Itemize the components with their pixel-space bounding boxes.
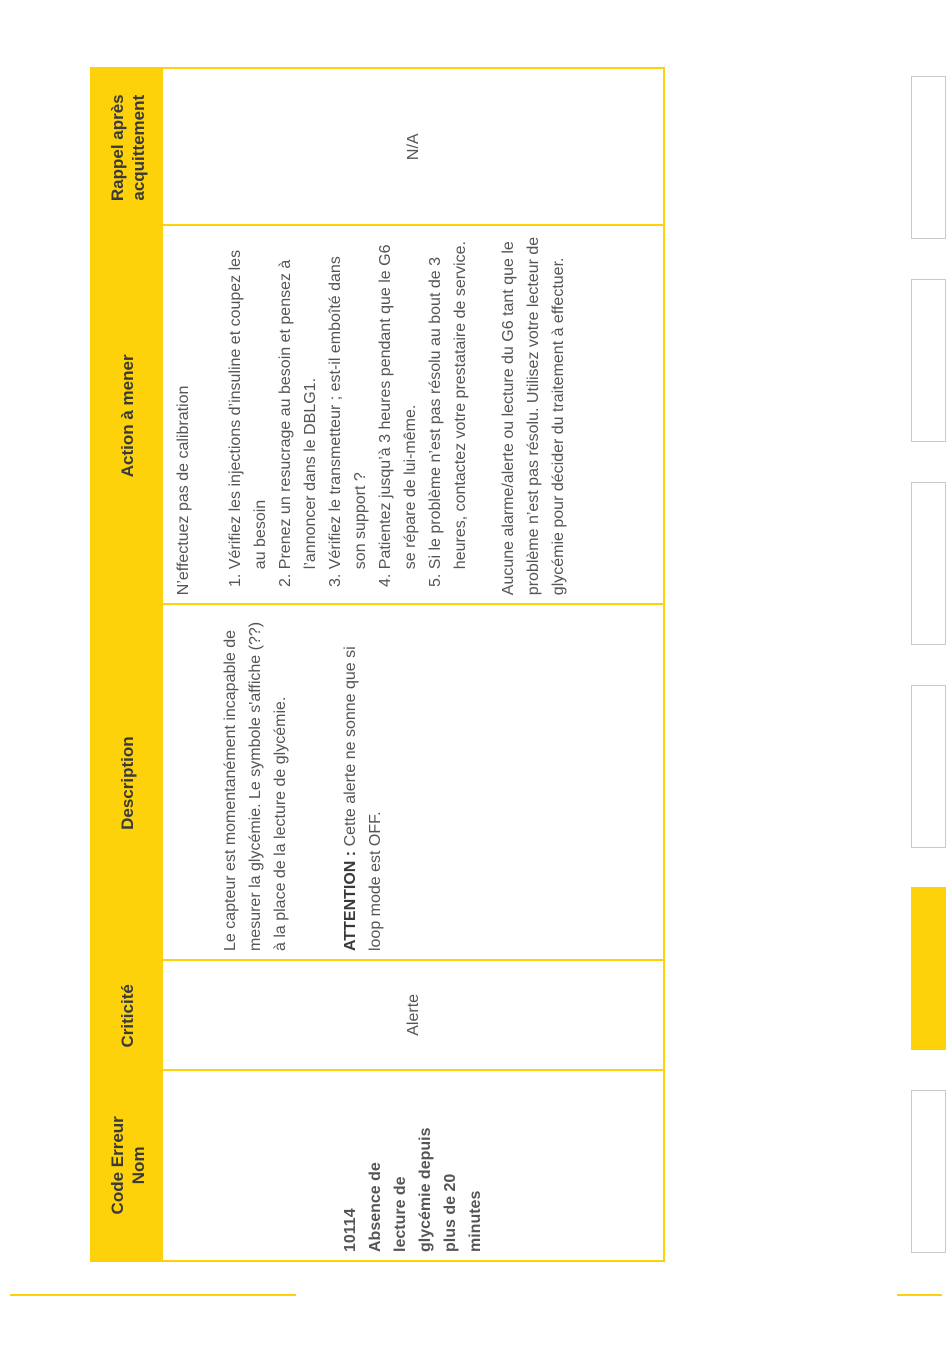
action-steps-list [223,234,473,595]
header-code-label: Code Erreur [107,1116,127,1215]
cell-action [163,226,663,605]
cell-description [163,605,663,961]
cell-code-name [163,1071,663,1260]
header-rappel-line1: Rappel après [107,94,127,202]
section-tab[interactable] [911,279,946,442]
section-tab[interactable] [911,76,946,239]
section-tab-active[interactable] [911,887,946,1050]
header-criticite: Criticité [118,984,137,1048]
warning-label: ATTENTION : [342,850,359,952]
list-item: 5. Si le problème n’est pas résolu au bout de 3 heures, contactez votre prestataire de service. [423,234,473,569]
header-rappel [92,69,163,226]
error-name: Absence de lecture de glycémie depuis plus de 20 minutes [367,1127,484,1252]
header-code-name [92,1071,163,1260]
section-tab[interactable] [911,1090,946,1253]
criticite-value: Alerte [404,993,422,1036]
list-item: 3. Vérifiez le transmetteur ; est-il emboîté dans son support ? [323,234,373,569]
action-final-note: Aucune alarme/alerte ou lecture du G6 tant que le problème n’est pas résolu. Utilisez votre lecteur de glycémie pour décider du traitement à effectuer. [500,236,567,596]
section-tab[interactable] [911,482,946,645]
header-description: Description [118,736,137,830]
description-text: Le capteur est momentanément incapable de mesurer la glycémie. Le symbole s'affiche (??) à la place de la lecture de glycémie. [222,621,289,952]
section-tab[interactable] [911,685,946,848]
action-intro: N’effectuez pas de calibration [175,385,192,596]
list-item: 2. Prenez un resucrage au besoin et pensez à l’annoncer dans le DBLG1. [273,234,323,569]
list-item: 1. Vérifiez les injections d’insuline et coupez les au besoin [223,234,273,569]
warning-text: Cette alerte ne sonne que si loop mode est OFF. [342,646,384,952]
error-code: 10114 [342,1208,359,1252]
cell-criticite [163,961,663,1071]
header-name-label: Nom [128,1146,148,1185]
footer-rule-left [10,1294,296,1296]
footer-rule-right [897,1294,942,1296]
header-action: Action à mener [118,354,137,478]
table-header-row [92,69,163,1260]
rappel-value: N/A [404,133,422,161]
table-row [163,69,663,1260]
error-code-table [90,67,665,1262]
cell-rappel [163,69,663,226]
warning-note [338,613,388,951]
list-item: 4. Patientez jusqu’à 3 heures pendant que le G6 se répare de lui-même. [373,234,423,569]
header-rappel-line2: acquittement [128,94,148,201]
